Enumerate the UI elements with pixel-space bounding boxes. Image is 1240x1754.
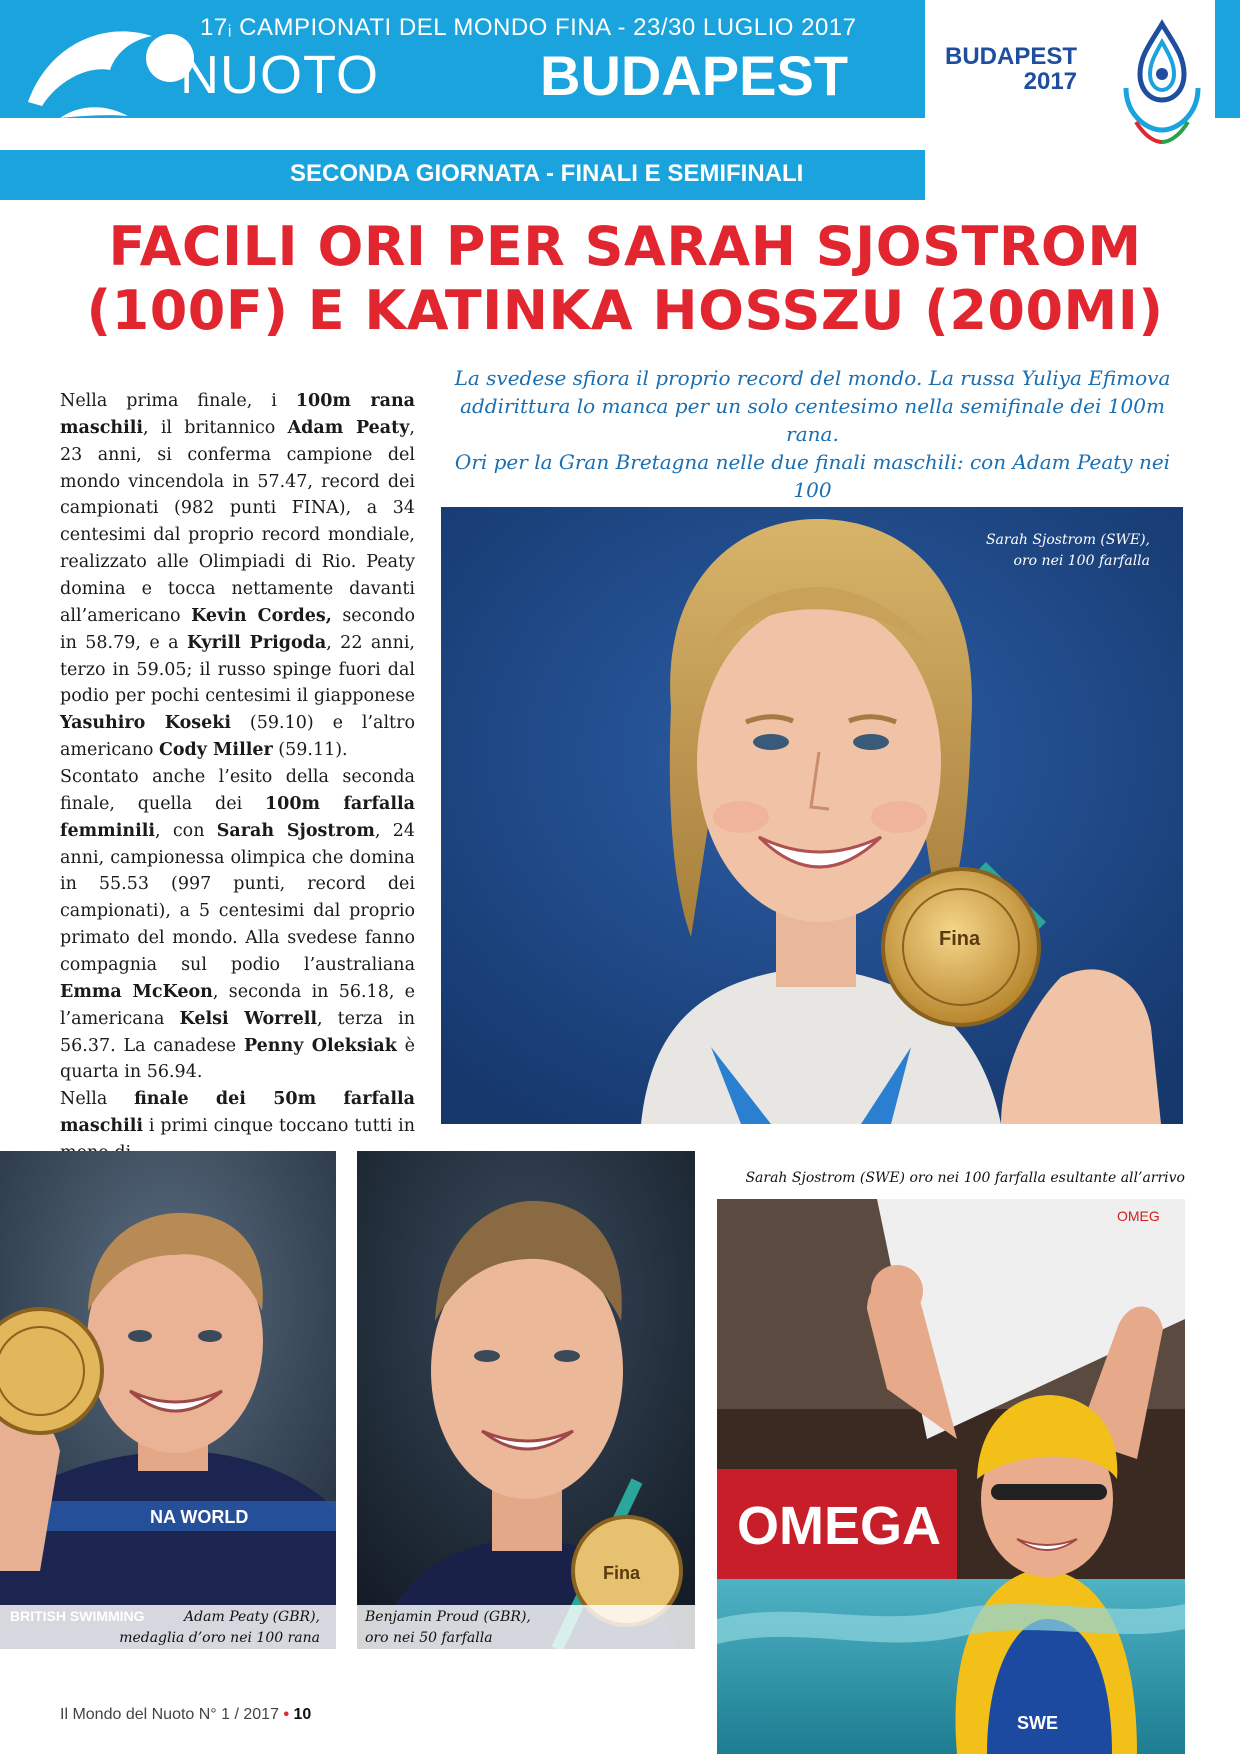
caption-pool: Sarah Sjostrom (SWE) oro nei 100 farfalla esultante all’arrivo: [745, 1170, 1185, 1186]
article-paragraph-2: [60, 764, 415, 1086]
article-text: , 23 anni, si conferma campione del mondo vincendola in 57.47, record dei campionati (982 punti FINA), a 34 centesimi dal proprio record mondiale, realizzato alle Olimpiadi di Rio. Peaty domina e tocca nettamente davanti all’americano: [60, 417, 415, 626]
article-emphasis: Adam Peaty: [287, 417, 410, 438]
article-emphasis: Sarah Sjostrom: [216, 820, 375, 841]
caption-peaty: [80, 1607, 320, 1649]
article-emphasis: 100m rana maschili: [60, 391, 416, 438]
championship-line: 17ᵢ CAMPIONATI DEL MONDO FINA - 23/30 LUGLIO 2017: [200, 14, 857, 41]
caption-proud-line1: Benjamin Proud (GBR),: [365, 1609, 531, 1625]
section-label: SECONDA GIORNATA - FINALI E SEMIFINALI: [290, 160, 804, 187]
page-footer: [60, 1706, 311, 1724]
article-emphasis: Kyrill Prigoda: [186, 632, 327, 653]
article-text: i primi cinque toccano tutti in: [148, 1116, 415, 1137]
headline-line1: FACILI ORI PER SARAH SJOSTROM: [108, 215, 1142, 278]
event-logo-text: [945, 44, 1077, 94]
photo-adam-peaty: [0, 1151, 336, 1649]
article-text: Nella prima finale, i: [60, 391, 296, 411]
banner-text: NA WORLD: [150, 1507, 249, 1527]
article-text: Scontato anche l’esito della seconda finale, quella dei: [60, 767, 415, 814]
intro-line3: Ori per la Gran Bretagna nelle due finali maschili: con Adam Peaty nei 100: [454, 450, 1171, 502]
article-text: è quarta in 56.94.: [60, 1035, 415, 1083]
event-logo-line1: BUDAPEST: [945, 43, 1078, 70]
omega-text: OMEGA: [737, 1496, 942, 1556]
caption-peaty-line1: Adam Peaty (GBR),: [184, 1609, 320, 1625]
article-body: [60, 388, 415, 1167]
article-text: (59.10) e l’altro americano: [60, 713, 415, 761]
medal-text: Fina: [603, 1563, 641, 1583]
omega-small-text: OMEG: [1117, 1208, 1160, 1224]
article-text: (59.11).: [272, 740, 348, 761]
article-emphasis: 100m farfalla femminili: [60, 793, 415, 841]
caption-portrait: [880, 530, 1150, 572]
caption-proud-line2: oro nei 50 farfalla: [365, 1630, 493, 1646]
article-emphasis: finale dei 50m farfalla maschili: [60, 1089, 415, 1137]
photo-sjostrom-pool: [717, 1199, 1185, 1754]
budapest-title: BUDAPEST: [540, 44, 849, 107]
article-text: , 22 anni, terzo in 59.05; il russo spinge fuori dal podio per pochi centesimi il giapponese: [60, 632, 415, 707]
nuoto-title: NUOTO: [180, 45, 380, 105]
article-emphasis: Cody Miller: [158, 740, 273, 761]
suit-text: SWE: [1017, 1713, 1059, 1733]
article-emphasis: Penny Oleksiak: [243, 1035, 397, 1056]
article-paragraph-1: [60, 388, 415, 764]
article-text: Nella: [60, 1089, 135, 1110]
event-logo-line2: 2017: [1023, 68, 1078, 96]
footer-publication: Il Mondo del Nuoto N° 1 / 2017: [60, 1706, 279, 1723]
header-right-strip: [1215, 0, 1240, 118]
article-emphasis: Yasuhiro Koseki: [60, 713, 232, 734]
article-emphasis: Kelsi Worrell: [179, 1008, 318, 1029]
article-text: , 24 anni, campionessa olimpica che domina in 55.53 (997 punti, record dei campionati), a 5 centesimi dal proprio primato del mondo. Alla svedese fanno compagnia sul podio l’australiana: [60, 820, 415, 976]
intro-line1: La svedese sfiora il proprio record del mondo. La russa Yuliya Efimova: [454, 366, 1171, 390]
headline-line2: (100F) E KATINKA HOSSZU (200MI): [86, 278, 1164, 342]
article-text: , terza in 56.37. La canadese: [60, 1008, 416, 1056]
photo-sjostrom-portrait: [441, 507, 1183, 1124]
article-emphasis: Emma McKeon: [60, 981, 213, 1002]
article-text: , con: [155, 820, 217, 841]
page-number: 10: [293, 1706, 312, 1723]
caption-proud: [357, 1607, 575, 1649]
article-text: , il britannico: [143, 417, 288, 438]
caption-portrait-line2: oro nei 100 farfalla: [1013, 553, 1150, 569]
footer-separator: •: [283, 1706, 290, 1723]
photo-benjamin-proud: [357, 1151, 695, 1649]
article-text: secondo in 58.79, e a: [60, 605, 416, 653]
intro-line2: addirittura lo manca per un solo centesimo nella semifinale dei 100m rana.: [460, 394, 1165, 446]
caption-peaty-line2: medaglia d’oro nei 100 rana: [119, 1630, 320, 1646]
budapest-2017-emblem-icon: [1112, 18, 1212, 148]
caption-portrait-line1: Sarah Sjostrom (SWE),: [985, 532, 1150, 548]
article-text: , seconda in 56.18, e l’americana: [60, 981, 416, 1029]
headline: [40, 215, 1210, 342]
article-emphasis: Kevin Cordes,: [191, 605, 332, 626]
medal-text: Fina: [939, 928, 981, 950]
